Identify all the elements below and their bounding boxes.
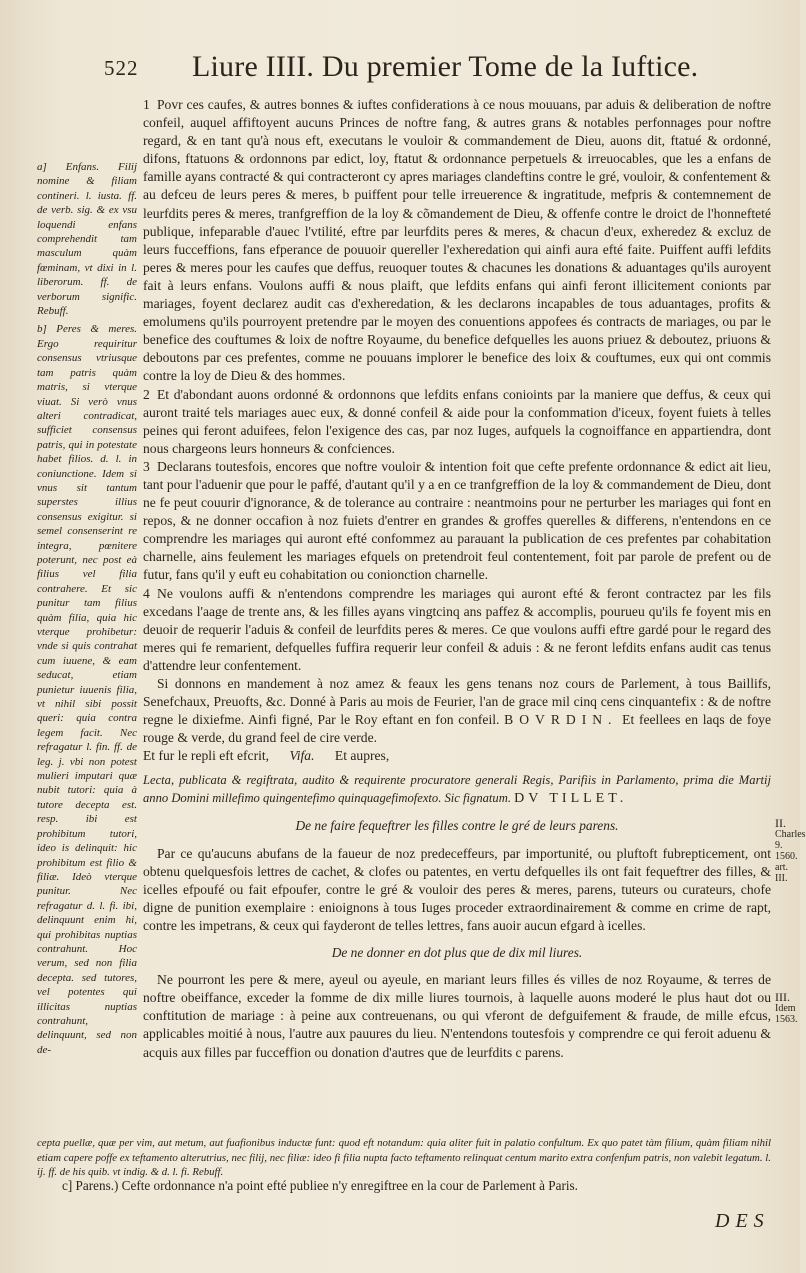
closing-tail: Et feellees en laqs de foye rouge & verde, du grand feel de cire verde. [143,712,772,746]
page-header [0,50,800,90]
bottom-note-text: cepta puellæ, quæ per vim, aut metum, aut fuafionibus inductæ funt: quod eft notandum: quia aliter fuit in palatio confultum. Ex quo patet tàm filium, quàm filiam nihil etiam capere poffe ex teftamento alterutrius, nec filij, nec filiæ: ideo fi filia nupta facto teftamento relinquat centum marito extra confenfum patris, non valebit legatum. l. ij. ff. de his quib. vt indig. & d. l. fi. Rebuff. [37,1137,771,1178]
signature-du-tillet: DV TILLET. [514,791,628,807]
left-margin-notes [37,160,137,1061]
paragraph-number: 2 [143,386,150,402]
signature-bourdin: BOVRDIN. [504,712,618,728]
ref-citation: Idem 1563. [775,1003,798,1025]
endorsement-line [143,747,771,765]
registration-text: Lecta, publicata & regiftrata, audito & requirente procuratore generali Regis, Parifiis in Parlamento, prima die Martij anno Domini millefimo quingentefimo quinquagefimofexto. Sic fignatum. [143,773,771,806]
paragraph-text: Povr ces caufes, & autres bonnes & iuftes confiderations à ce nous mouuans, par aduis & deliberation de noftre confeil, auquel affiftoyent aucuns Princes de noftre fang, & autres grans & notables perfonnages pour noftre regard, & en tant qu'à nous eft, executans le vouloir & commandement de Dieu, auons dit, ftatué & ordonné, difons, ftatuons & ordonnons par edict, loy, ftatut & ordonnance perpetuels & irreuocables, que les a enfans de famille ayans contracté & qui contracteront cy apres mariages clandeftins contre le gré, vouloir, & confentement & au defceu de leurs peres & meres, b puiffent pour telle irreuerence & ingratitude, mefpris & contemnement de leurfdits peres & meres, tranfgreffion de la loy & cõmandement de Dieu, & offenfe contre le droict de l'honnefteté publique, infeparable d'auec l'vtilité, eftre par leurfdits peres & meres, & chacun d'eux, exheredez & excluz de leurs fucceffions, fans efperance de pouuoir quereller l'exheredation qui ainfi aura efté faite. Puiffent auffi lefdits peres & meres pour les caufes que deffus, reuoquer toutes & chacunes les donations & aduantages qu'ils auroyent fait à leurs enfans. Voulons auffi & nous plaift, que lefdits enfans qui ainfi feront illicitement conionts par mariages, foyent declarez audit cas d'exheredation, & les declarons incapables de tous aduantages, profits & emolumens qu'ils pourroyent pretendre par le moyen des conuentions appofees és contracts de mariages, ou par le benefice des couftumes & loix de noftre Royaume, du benefice defquelles les auons priuez & deboutez, priuons & deboutons par ces prefentes, comme ne pouuans implorer le benefice des loix & couftumes, eux qui ont commis contre la loy de Dieu & des hommes. [143,97,771,384]
ref-citation: Charles 9. 1560. art. III. [775,829,806,884]
catchword: DES [715,1210,770,1232]
endorsement-text: Et fur le repli eft efcrit, [143,748,270,764]
right-margin-ref-iii [775,992,799,1025]
registration-note [143,771,771,808]
ref-number: III. [775,990,790,1004]
section-title-dowry: De ne donner en dot plus que de dix mil liures. [331,945,583,961]
paragraph-dowry: Ne pourront les pere & mere, ayeul ou ayeule, en mariant leurs filles és villes de noz Royaume, & terres de noftre obeiffance, exceder la fomme de dix mille liures tournois, à laquelle auons moderé le plus haut dot ou conftitution de mariage : à peine aux contreuenans, ou qui vferont de defguifement & fraude, de mille efcus, applicables moitié à nous, l'autre aux pauures du lieu. N'entendons toutesfois y comprendre ce qui feroit aduenu & acquis aux filles par fucceffion ou donation d'autres que de leurfdits c parens. [143,972,771,1060]
paragraph-sequestration: Par ce qu'aucuns abufans de la faueur de noz predeceffeurs, par importunité, ou pluftoft fubrepticement, ont obtenu quelquesfois lettres de cachet, & clofes ou patentes, en vertu defquelles ils ont fait fequeftrer des filles, & icelles efpoufé ou fait efpoufer, contre le gré & vouloir des peres & meres, parens, tuteurs ou curateurs, chofe digne de punition exemplaire : enioignons à tous Iuges proceder extraordinairement & comme en crime de rapt, contre les impetrans, & ceux qui fayderont de telles lettres, fans auoir aucun efgard à icelles. [143,845,771,933]
paragraph-2 [143,386,771,458]
ref-number: II. [775,816,786,830]
closing-text: Si donnons en mandement à noz amez & feaux les gens tenans noz cours de Parlement, à tous Baillifs, Senefchaux, Preuofts, &c. Donné à Paris au mois de Feurier, l'an de grace mil cinq cens cinquantefix : & de noftre regne le dixiefme. Ainfi figné, Par le Roy eftant en fon confeil. [143,676,771,728]
main-text [143,96,771,1062]
bottom-note [37,1136,771,1180]
sidenote-a: a] Enfans. Filij nomine & filiam contineri. l. iusta. ff. de verb. sig. & ex vsu loquendi enfans comprehendit tam masculum quàm fœminam, vt dixi in l. liberorum. ff. de verborum signific. Rebuff. [37,161,137,318]
page-number: 522 [104,56,139,80]
paragraph-text: Declarans toutesfois, encores que noftre vouloir & intention foit que cefte prefente ordonnance & edict ait lieu, tant pour l'aduenir que pour le paffé, d'autant qu'il y a en ce tranfgreffion de la loy & commandement de Dieu, dont ne fe peut couurir d'ignorance, & de tolerance au contraire : neantmoins pour ne perturber les mariages qui font en repos, & ne donner occafion à noz fuiets d'entrer en grandes & groffes querelles & differens, n'entendons en ce comprendre les mariages qui auront efté confommez au parauant la publication de ces prefentes par cohabitation charnelle, ains feulement les mariages efquels on pretendroit feul contentement, foit par parole de prefent ou de futur, fans qu'il y euft eu cohabitation ou conionction charnelle. [143,458,771,583]
section-title-sequestration: De ne faire fequeftrer les filles contre le gré de leurs parens. [295,818,619,834]
note-c: c] Parens.) Cefte ordonnance n'a point efté publiee n'y enregiftree en la cour de Parlement à Paris. [62,1178,578,1193]
right-margin-ref-ii [775,816,806,884]
paragraph-4 [143,585,771,675]
closing-paragraph [143,675,771,747]
running-title: Liure IIII. Du premier Tome de la Iuftice. [192,50,699,83]
paragraph-number: 1 [143,97,150,112]
paragraph-3 [143,458,771,585]
paragraph-1 [143,96,771,386]
paragraph-number: 3 [143,458,150,474]
et-aupres: Et aupres, [334,748,390,764]
paragraph-text: Ne voulons auffi & n'entendons comprendre les mariages qui auront efté & feront contractez par les fils excedans l'aage de trente ans, & les filles ayans vingtcinq ans paffez & accomplis, pourueu qu'ils fe foyent mis en deuoir de requerir l'aduis & confeil de leurfdits peres & meres. Ce que voulons auffi eftre gardé pour le regard des meres qui fe remarient, defquelles fuffira requerir leur confeil & aduis : & ne feront lefdits enfans audit cas tenus d'attendre leur confentement. [143,585,771,673]
paragraph-text: Et d'abondant auons ordonné & ordonnons que lefdits enfans conioints par la maniere que deffus, & ceux qui auront traité tels mariages auec eux, & donné confeil & aide pour la confommation d'iceux, foyent fuiets à telles peines qui feront aduifees, felon l'exigence des cas, par noz Iuges, aufquels la cognoiffance en appartiendra, dont nous chargeons leurs honneurs & confciences. [143,386,771,456]
sidenote-b: b] Peres & meres. Ergo requiritur consensus vtriusque tam patris quàm matris, si vterque viuat. Si verò vnus alteri contradicat, sufficiet consensus patris, qui in potestate habet filios. d. l. in coniunctione. Idem si vnus sit tantum superstes illius consensus exigitur. si semel consenserint re integra, pœnitere poterunt, nec post eà filius vel filia contrahere. Et sic punitur tam filius quàm filia, quia hic vterque prohibetur: vnde si quis contrahat cum iuuene, & eam seducat, etiam punietur iuuenis filia, vt nihil sibi possit queri: quia contra legem facit. Nec refragatur l. fin. ff. de leg. j. vbi non potest mulieri imputari quæ nubit tutori: quia à tutore decepta est. resp. ibi est prohibitum tutori, ideo is delinquit: hic prohibitum est filio & filiæ. Ideò vterque punitur. Nec refragatur d. l. fi. ibi, delinquunt enim hi, qui prohibitas nuptias contrahunt. Hoc verum, sed non filia decepta. sed tutores, vel potentes qui illicitas nuptias contrahunt, delinquunt, sed non de- [37,323,137,1056]
visa-label: Vifa. [289,748,315,764]
paragraph-number: 4 [143,585,150,601]
